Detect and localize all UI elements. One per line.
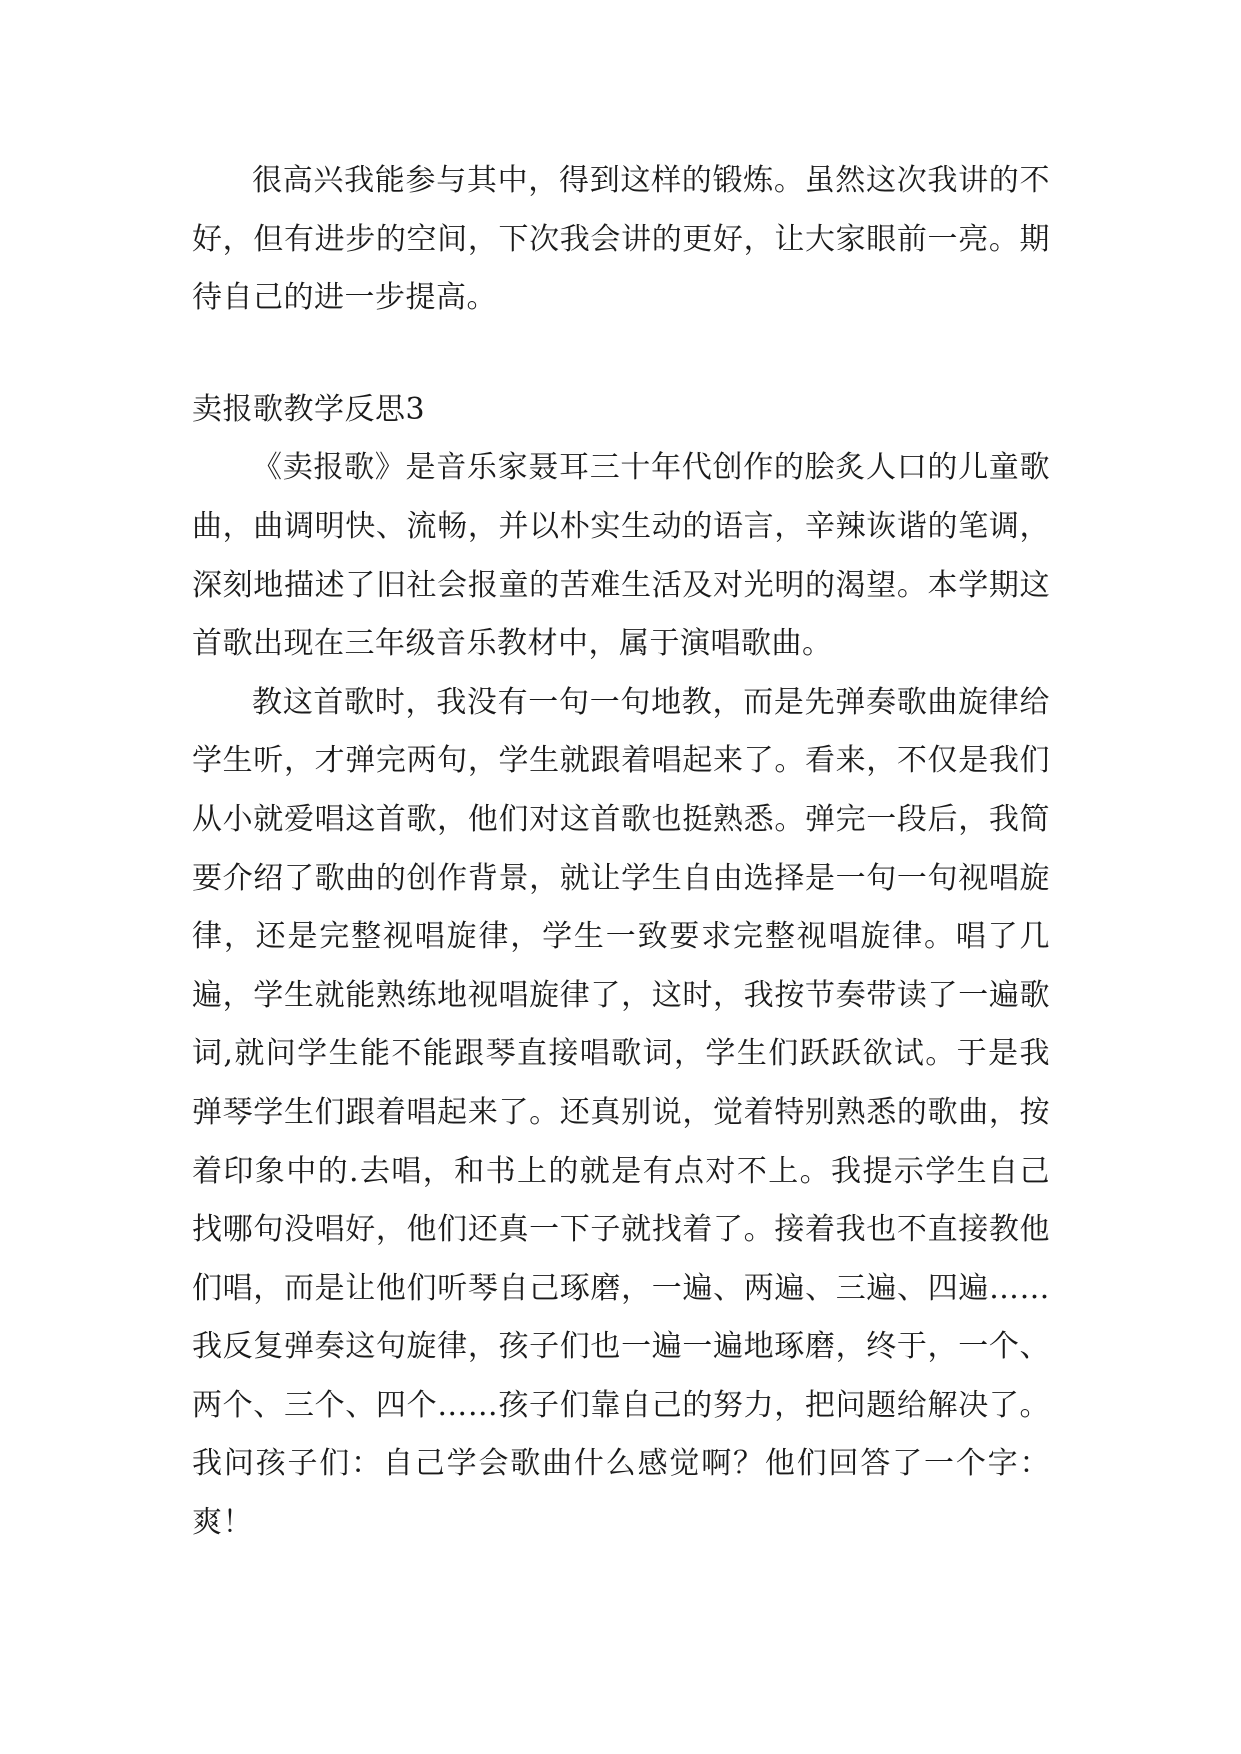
intro-paragraph: 很高兴我能参与其中，得到这样的锻炼。虽然这次我讲的不好，但有进步的空间，下次我会讲的更好，让大家眼前一亮。期待自己的进一步提高。 [192, 163, 1050, 316]
document-body [192, 152, 1050, 1553]
body-paragraph-2: 教这首歌时，我没有一句一句地教，而是先弹奏歌曲旋律给学生听，才弹完两句，学生就跟着唱起来了。看来，不仅是我们从小就爱唱这首歌，他们对这首歌也挺熟悉。弹完一段后，我简要介绍了歌曲的创作背景，就让学生自由选择是一句一句视唱旋律，还是完整视唱旋律，学生一致要求完整视唱旋律。唱了几遍，学生就能熟练地视唱旋律了，这时，我按节奏带读了一遍歌词,就问学生能不能跟琴直接唱歌词，学生们跃跃欲试。于是我弹琴学生们跟着唱起来了。还真别说，觉着特别熟悉的歌曲，按着印象中的.去唱，和书上的就是有点对不上。我提示学生自己找哪句没唱好，他们还真一下子就找着了。接着我也不直接教他们唱，而是让他们听琴自己琢磨，一遍、两遍、三遍、四遍……我反复弹奏这句旋律，孩子们也一遍一遍地琢磨，终于，一个、两个、三个、四个……孩子们靠自己的努力，把问题给解决了。我问孩子们：自己学会歌曲什么感觉啊？他们回答了一个字：爽！ [192, 684, 1050, 1541]
section-title: 卖报歌教学反思3 [192, 391, 426, 427]
body-paragraph-1: 《卖报歌》是音乐家聂耳三十年代创作的脍炙人口的儿童歌曲，曲调明快、流畅，并以朴实生动的语言，辛辣诙谐的笔调，深刻地描述了旧社会报童的苦难生活及对光明的渴望。本学期这首歌出现在三年级音乐教材中，属于演唱歌曲。 [192, 450, 1050, 662]
